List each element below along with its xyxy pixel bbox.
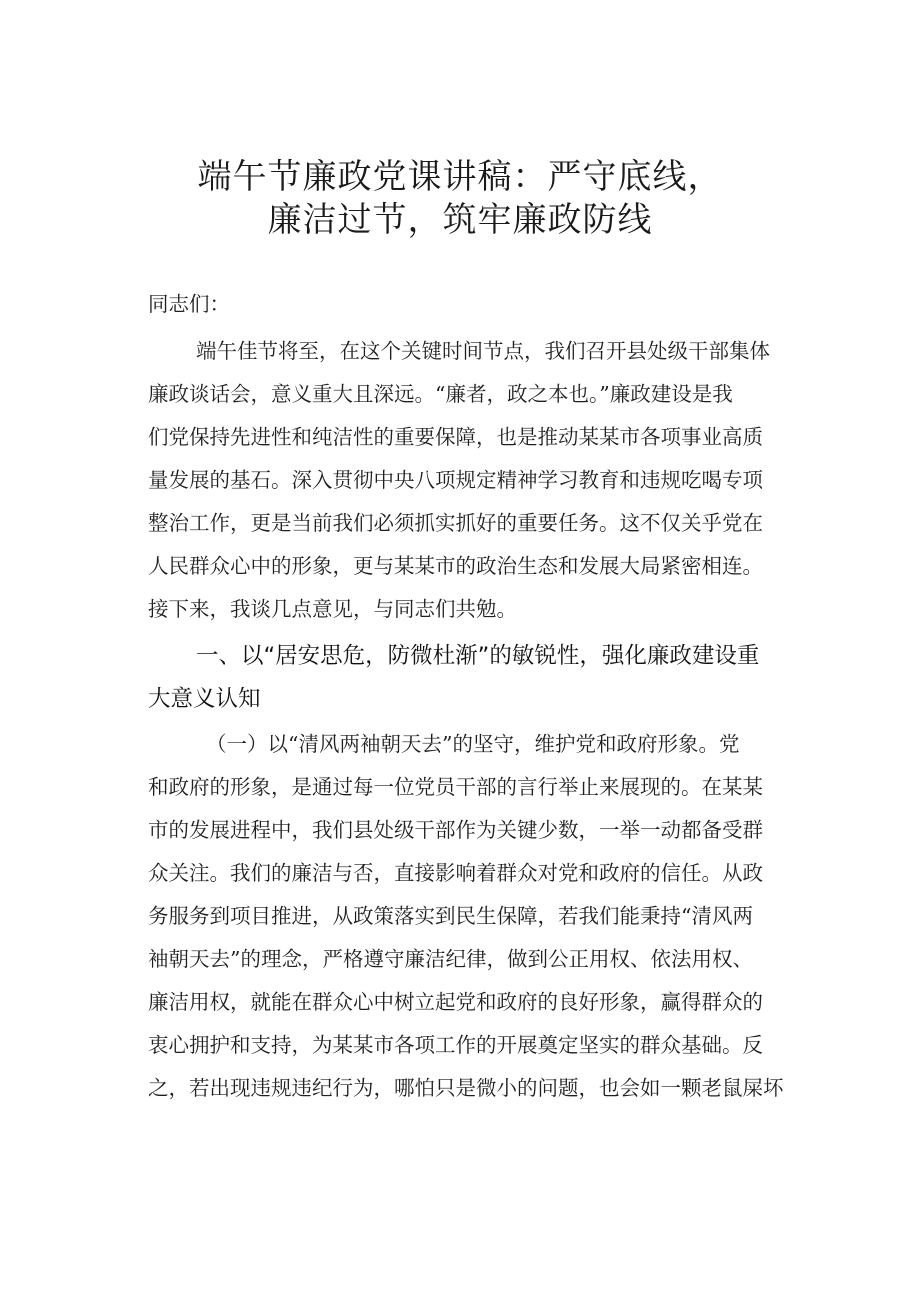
- subsection-line: 衷心拥护和支持，为某某市各项工作的开展奠定坚实的群众基础。反: [148, 1033, 763, 1057]
- intro-line: 量发展的基石。深入贯彻中央八项规定精神学习教育和违规吃喝专项: [148, 468, 763, 492]
- section-heading-line: 大意义认知: [148, 686, 261, 712]
- intro-line: 人民群众心中的形象，更与某某市的政治生态和发展大局紧密相连。: [148, 554, 763, 578]
- subsection-line: 众关注。我们的廉洁与否，直接影响着群众对党和政府的信任。从政: [148, 861, 763, 885]
- subsection-line: 和政府的形象，是通过每一位党员干部的言行举止来展现的。在某某: [148, 775, 763, 799]
- intro-line: 整治工作，更是当前我们必须抓实抓好的重要任务。这不仅关乎党在: [148, 511, 763, 535]
- document-title-line-2: 廉洁过节，筑牢廉政防线: [267, 200, 653, 240]
- intro-line: 们党保持先进性和纯洁性的重要保障，也是推动某某市各项事业高质: [148, 425, 763, 449]
- subsection-line: 之，若出现违规违纪行为，哪怕只是微小的问题，也会如一颗老鼠屎坏: [148, 1076, 784, 1100]
- subsection-line: 务服务到项目推进，从政策落实到民生保障，若我们能秉持“清风两: [148, 904, 753, 928]
- document-title-line-1: 端午节廉政党课讲稿：严守底线，: [197, 157, 723, 197]
- subsection-line: 袖朝天去”的理念，严格遵守廉洁纪律，做到公正用权、依法用权、: [148, 947, 753, 971]
- intro-line: 端午佳节将至，在这个关键时间节点，我们召开县处级干部集体: [196, 339, 770, 363]
- intro-line: 接下来，我谈几点意见，与同志们共勉。: [148, 597, 517, 621]
- section-heading-line: 一、以“居安思危，防微杜渐”的敏锐性，强化廉政建设重: [196, 643, 760, 669]
- intro-line: 廉政谈话会，意义重大且深远。“廉者，政之本也。”廉政建设是我: [148, 382, 733, 406]
- subsection-line: 廉洁用权，就能在群众心中树立起党和政府的良好形象，赢得群众的: [148, 990, 763, 1014]
- subsection-line: （一）以“清风两袖朝天去”的坚守，维护党和政府形象。党: [206, 732, 740, 756]
- salutation: 同志们：: [148, 292, 230, 316]
- subsection-line: 市的发展进程中，我们县处级干部作为关键少数，一举一动都备受群: [148, 818, 763, 842]
